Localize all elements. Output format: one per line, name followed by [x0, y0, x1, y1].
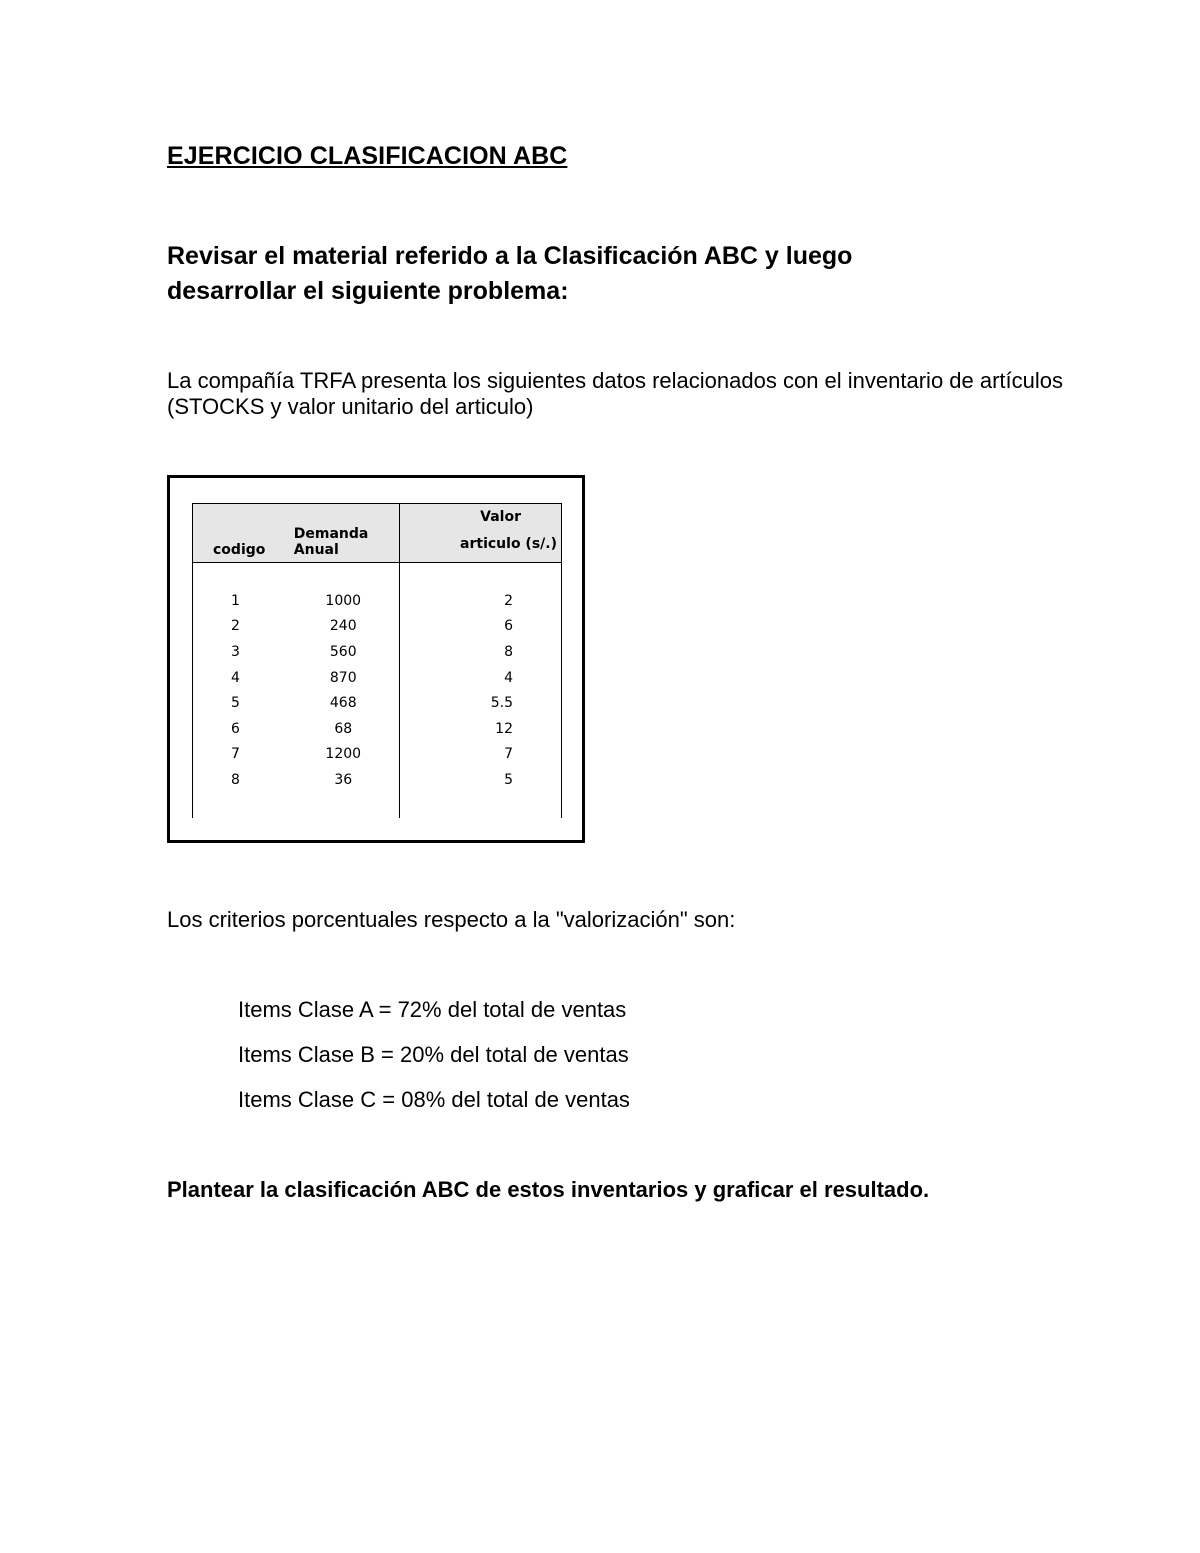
- criteria-item-class-c: Items Clase C = 08% del total de ventas: [238, 1087, 630, 1112]
- cell-demanda: 1200: [288, 742, 399, 768]
- table-row: [193, 716, 562, 742]
- cell-demanda: 240: [288, 614, 399, 640]
- table-row: [193, 588, 562, 614]
- inventory-table-frame: [167, 475, 585, 843]
- criteria-intro: Los criterios porcentuales respecto a la "valorización" son:: [167, 907, 736, 932]
- table-spacer-row: [193, 563, 562, 589]
- cell-demanda: 68: [288, 716, 399, 742]
- header-valor-articulo: [399, 504, 561, 563]
- table-row: [193, 742, 562, 768]
- header-codigo: codigo: [193, 504, 288, 563]
- cell-codigo: 3: [193, 639, 288, 665]
- cell-codigo: 2: [193, 614, 288, 640]
- cell-valor: 8: [399, 639, 561, 665]
- table-row: [193, 639, 562, 665]
- cell-valor: 7: [399, 742, 561, 768]
- cell-demanda: 468: [288, 690, 399, 716]
- cell-valor: 2: [399, 588, 561, 614]
- cell-valor: 5: [399, 767, 561, 793]
- inventory-table: [192, 503, 562, 818]
- cell-codigo: 8: [193, 767, 288, 793]
- criteria-list: [238, 997, 630, 1132]
- cell-codigo: 7: [193, 742, 288, 768]
- task-statement: Plantear la clasificación ABC de estos inventarios y graficar el resultado.: [167, 1177, 930, 1202]
- cell-codigo: 6: [193, 716, 288, 742]
- criteria-item-class-b: Items Clase B = 20% del total de ventas: [238, 1042, 629, 1067]
- instruction-text: Revisar el material referido a la Clasificación ABC y luego desarrollar el siguiente problema:: [167, 242, 853, 305]
- cell-valor: 12: [399, 716, 561, 742]
- table-header-row: [193, 504, 562, 563]
- cell-codigo: 1: [193, 588, 288, 614]
- table-row: [193, 690, 562, 716]
- cell-valor: 4: [399, 665, 561, 691]
- cell-valor: 6: [399, 614, 561, 640]
- table-spacer-row: [193, 793, 562, 818]
- cell-demanda: 36: [288, 767, 399, 793]
- cell-demanda: 1000: [288, 588, 399, 614]
- cell-codigo: 5: [193, 690, 288, 716]
- intro-paragraph: La compañía TRFA presenta los siguientes datos relacionados con el inventario de artículos (STOCKS y valor unitario del articulo): [167, 368, 1064, 419]
- table-row: [193, 665, 562, 691]
- header-valor-line2: articulo (s/.): [460, 536, 557, 552]
- cell-codigo: 4: [193, 665, 288, 691]
- header-demanda-anual: Demanda Anual: [288, 504, 399, 563]
- header-valor-line1: Valor: [480, 509, 521, 525]
- page-title: EJERCICIO CLASIFICACION ABC: [167, 142, 568, 170]
- criteria-item-class-a: Items Clase A = 72% del total de ventas: [238, 997, 627, 1022]
- cell-valor: 5.5: [399, 690, 561, 716]
- table-row: [193, 767, 562, 793]
- table-row: [193, 614, 562, 640]
- cell-demanda: 870: [288, 665, 399, 691]
- cell-demanda: 560: [288, 639, 399, 665]
